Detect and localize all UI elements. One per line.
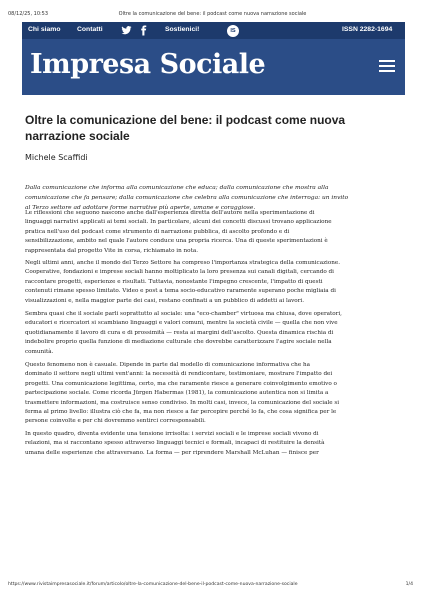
article-author: Michele Scaffidi [25, 153, 88, 162]
body-line: partecipazione sociale. Come ricorda Jürgen Habermas (1981), la comunicazione autentica non si limita a [25, 390, 329, 397]
facebook-icon[interactable] [138, 25, 149, 36]
body-line: In questo quadro, diventa evidente una tensione irrisolta: i servizi sociali e le imprese sociali vivono di [25, 431, 319, 437]
article-title [25, 113, 395, 144]
body-line: visualizzazioni e, nella maggior parte dei casi, restano confinati a un pubblico di addetti ai lavori. [25, 297, 304, 304]
body-paragraph-4 [25, 361, 398, 427]
body-paragraph-1 [25, 209, 398, 256]
print-url: https://www.rivistaimpresasociale.it/forum/articolo/oltre-la-comunicazione-del-bene-il-podcast-come-nuova-narrazione-sociale [8, 582, 298, 587]
print-footer [8, 582, 417, 590]
body-line: umana delle esperienze che attraversano. La forma — per riprendere Marshall McLuhan — finisce per [25, 449, 319, 456]
body-line: raccontare progetti, esperienze e risultati. Tuttavia, nonostante l'impegno crescente, l'impatto di questi [25, 278, 323, 285]
brand-bar [22, 39, 405, 95]
nav-link-chi-siamo[interactable]: Chi siamo [28, 26, 61, 33]
body-line: dominato il settore negli ultimi vent'anni: la necessità di rendicontare, testimoniare, mostrare l'impatto dei [25, 371, 333, 378]
lead-line: al Terzo settore ad adottare forme narrative più aperte, umane e coraggiose. [25, 205, 256, 211]
body-line: Le riflessioni che seguono nascono anche dall'esperienza diretta dell'autore nella sperimentazione di [25, 210, 315, 216]
body-line: Questo fenomeno non è casuale. Dipende in parte dal modello di comunicazione informativa che ha [25, 362, 310, 368]
twitter-icon[interactable] [121, 25, 132, 36]
body-line: progetti. Una comunicazione legittima, certo, ma che raramente riesce a generare coinvolgimento emotivo o [25, 380, 337, 387]
body-line: linguaggi narrativi applicati ai temi sociali. In particolare, alcuni dei concetti discussi trovano applicazione [25, 219, 332, 226]
body-line: relazioni, ma si raccontano spesso attraverso linguaggi tecnici e formali, incapaci di restituire la densità [25, 440, 325, 447]
hamburger-menu-icon[interactable] [379, 60, 395, 72]
print-doc-title: Oltre la comunicazione del bene: il podcast come nuova narrazione sociale [118, 11, 307, 17]
body-line: ferma al primo livello: illustra ciò che fa, ma non riesce a far percepire perché lo fa, che cosa significa per le [25, 409, 337, 416]
article-title-line-2: narrazione sociale [25, 128, 130, 143]
lead-line: Dalla comunicazione che informa alla comunicazione che educa; dalla comunicazione che mostra alla [25, 185, 329, 191]
body-paragraph-3 [25, 310, 398, 357]
body-line: Negli ultimi anni, anche il mondo del Terzo Settore ha compreso l'importanza strategica della comunicazione. [25, 260, 340, 266]
print-datetime: 08/12/25, 10:53 [8, 11, 49, 17]
body-line: comunità. [25, 348, 54, 355]
print-header [8, 11, 417, 19]
is-logo-icon[interactable]: IS [227, 25, 239, 37]
print-page-number: 1/4 [405, 582, 413, 587]
article-title-line-1: Oltre la comunicazione del bene: il podcast come nuova [25, 113, 346, 127]
body-line: Cooperative, fondazioni e imprese sociali hanno moltiplicato la loro presenza sui canali digitali, cercando di [25, 269, 334, 276]
body-line: sensibilizzazione, ambito nel quale l'autore conduce una propria ricerca. Una di queste sperimentazioni è [25, 238, 328, 245]
body-paragraph-2 [25, 259, 398, 306]
issn-label: ISSN 2282-1694 [342, 26, 393, 33]
body-line: pratica nell'uso del podcast come strumento di narrazione pubblica, di ascolto profondo e di [25, 228, 290, 235]
body-paragraph-5 [25, 430, 398, 458]
top-nav-bar [22, 22, 405, 39]
body-line: contenuti rimane spesso limitato. Video e post a tema socio-educativo raramente superano poche migliaia di [25, 288, 336, 295]
body-line: educatori e ricercatori si scambiano linguaggi e valori comuni, mentre la società civile — quella che non vive [25, 320, 338, 327]
body-line: Sembra quasi che il sociale parli soprattutto al sociale: una "eco-chamber" virtuosa ma chiusa, dove operatori, [25, 311, 342, 317]
body-line: rappresentata dal progetto Vite in corsa, richiamato in nota. [25, 247, 198, 254]
nav-link-sostienici[interactable]: Sostienici! [165, 26, 200, 33]
nav-link-contatti[interactable]: Contatti [77, 26, 103, 33]
site-logo[interactable]: Impresa Sociale [30, 49, 266, 80]
body-line: trasmettere informazioni, ma costruisce senso condiviso. In molti casi, invece, la comunicazione del sociale si [25, 399, 340, 406]
body-line: quotidianamente il lavoro di cura e di prossimità — resta ai margini dell'ascolto. Questa dinamica rischia di [25, 329, 334, 336]
body-line: indebolire proprio quella funzione di mediazione culturale che dovrebbe caratterizzare l'agire sociale nella [25, 339, 332, 346]
lead-line: comunicazione che fa pensare; dalla comunicazione che celebra alla comunicazione che interroga: un invito [25, 195, 349, 201]
body-line: persone coinvolte e per chi dovremmo sentirci corresponsabili. [25, 418, 206, 425]
